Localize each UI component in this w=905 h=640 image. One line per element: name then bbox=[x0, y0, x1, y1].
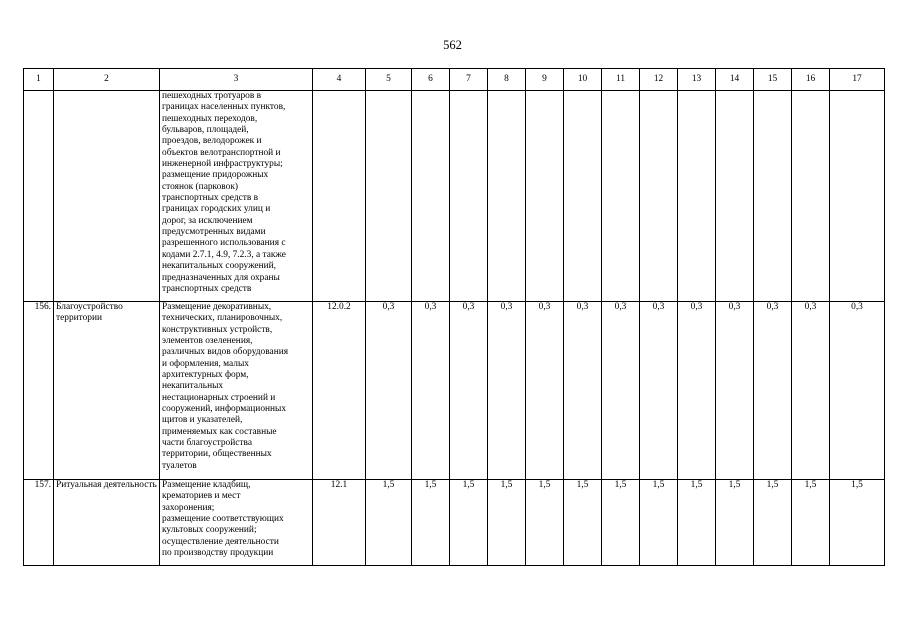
value-cell bbox=[526, 91, 564, 302]
value-cell: 1,5 bbox=[640, 480, 678, 566]
value-cell: 0,3 bbox=[754, 302, 792, 480]
column-header: 7 bbox=[450, 69, 488, 91]
value-cell: 1,5 bbox=[754, 480, 792, 566]
column-header: 10 bbox=[564, 69, 602, 91]
value-cell: 1,5 bbox=[564, 480, 602, 566]
table-row bbox=[24, 302, 885, 480]
value-cell: 0,3 bbox=[412, 302, 450, 480]
column-header: 12 bbox=[640, 69, 678, 91]
value-cell: 0,3 bbox=[716, 302, 754, 480]
value-cell: 1,5 bbox=[678, 480, 716, 566]
value-cell bbox=[488, 91, 526, 302]
value-cell: 1,5 bbox=[830, 480, 885, 566]
value-cell bbox=[450, 91, 488, 302]
row-description bbox=[160, 91, 313, 302]
description-line: туалетов bbox=[162, 460, 197, 471]
row-description bbox=[160, 302, 313, 480]
description-line: границах городских улиц и bbox=[162, 204, 271, 215]
description-line: щитов и указателей, bbox=[162, 415, 243, 426]
description-line: кодами 2.7.1, 4.9, 7.2.3, а также bbox=[162, 249, 286, 260]
description-line: пешеходных переходов, bbox=[162, 113, 258, 124]
value-cell: 0,3 bbox=[678, 302, 716, 480]
value-cell: 1,5 bbox=[526, 480, 564, 566]
table-row bbox=[24, 480, 885, 566]
description-line: объектов велотранспортной и bbox=[162, 147, 281, 158]
description-line: конструктивных устройств, bbox=[162, 324, 273, 335]
description-line: культовых сооружений; bbox=[162, 525, 257, 536]
description-line: некапитальных bbox=[162, 381, 224, 392]
column-header: 4 bbox=[313, 69, 366, 91]
column-header: 5 bbox=[366, 69, 412, 91]
description-line: захоронения; bbox=[162, 502, 215, 513]
value-cell: 1,5 bbox=[716, 480, 754, 566]
description-line: предназначенных для охраны bbox=[162, 272, 280, 283]
column-header: 6 bbox=[412, 69, 450, 91]
row-description bbox=[160, 480, 313, 566]
description-line: крематориев и мест bbox=[162, 491, 241, 502]
description-line: территории, общественных bbox=[162, 449, 272, 460]
description-line: технических, планировочных, bbox=[162, 313, 283, 324]
row-number: 156. bbox=[24, 302, 54, 480]
description-line: предусмотренных видами bbox=[162, 227, 266, 238]
value-cell bbox=[716, 91, 754, 302]
value-cell bbox=[412, 91, 450, 302]
header-row bbox=[24, 69, 885, 91]
row-number bbox=[24, 91, 54, 302]
value-cell: 0,3 bbox=[602, 302, 640, 480]
column-header: 2 bbox=[54, 69, 160, 91]
description-line: сооружений, информационных bbox=[162, 404, 287, 415]
value-cell: 0,3 bbox=[366, 302, 412, 480]
description-line: части благоустройства bbox=[162, 438, 252, 449]
description-line: Размещение декоративных, bbox=[162, 302, 272, 312]
column-header: 1 bbox=[24, 69, 54, 91]
value-cell bbox=[564, 91, 602, 302]
code-cell: 12.0.2 bbox=[313, 302, 366, 480]
description-line: бульваров, площадей, bbox=[162, 125, 249, 136]
value-cell bbox=[830, 91, 885, 302]
column-header: 13 bbox=[678, 69, 716, 91]
value-cell: 1,5 bbox=[792, 480, 830, 566]
description-line: и оформления, малых bbox=[162, 358, 249, 369]
value-cell bbox=[366, 91, 412, 302]
description-line: стоянок (парковок) bbox=[162, 181, 239, 192]
description-line: Размещение кладбищ, bbox=[162, 480, 251, 490]
description-line: различных видов оборудования bbox=[162, 347, 289, 358]
value-cell: 0,3 bbox=[526, 302, 564, 480]
description-line: нестационарных строений и bbox=[162, 392, 276, 403]
description-line: инженерной инфраструктуры; bbox=[162, 159, 283, 170]
row-name: Ритуальная деятельность bbox=[54, 480, 160, 566]
column-header: 3 bbox=[160, 69, 313, 91]
column-header: 15 bbox=[754, 69, 792, 91]
page-number: 562 bbox=[443, 38, 462, 52]
column-header: 14 bbox=[716, 69, 754, 91]
value-cell: 1,5 bbox=[412, 480, 450, 566]
value-cell bbox=[602, 91, 640, 302]
value-cell: 1,5 bbox=[366, 480, 412, 566]
value-cell bbox=[754, 91, 792, 302]
description-line: границах населенных пунктов, bbox=[162, 102, 286, 113]
column-header: 11 bbox=[602, 69, 640, 91]
row-name bbox=[54, 91, 160, 302]
description-line: проездов, велодорожек и bbox=[162, 136, 262, 147]
value-cell bbox=[678, 91, 716, 302]
value-cell: 0,3 bbox=[640, 302, 678, 480]
column-header: 16 bbox=[792, 69, 830, 91]
description-line: размещение соответствующих bbox=[162, 514, 284, 525]
description-line: дорог, за исключением bbox=[162, 215, 253, 226]
description-line: пешеходных тротуаров в bbox=[162, 91, 262, 101]
value-cell: 0,3 bbox=[830, 302, 885, 480]
description-line: разрешенного использования с bbox=[162, 238, 286, 249]
value-cell: 1,5 bbox=[602, 480, 640, 566]
value-cell: 0,3 bbox=[792, 302, 830, 480]
description-line: элементов озеленения, bbox=[162, 336, 253, 347]
description-line: применяемых как составные bbox=[162, 426, 277, 437]
description-line: некапитальных сооружений, bbox=[162, 261, 276, 272]
value-cell: 1,5 bbox=[450, 480, 488, 566]
description-line: архитектурных форм, bbox=[162, 370, 249, 381]
description-line: транспортных средств в bbox=[162, 193, 259, 204]
column-header: 17 bbox=[830, 69, 885, 91]
value-cell: 0,3 bbox=[564, 302, 602, 480]
column-header: 8 bbox=[488, 69, 526, 91]
description-line: по производству продукции bbox=[162, 548, 274, 559]
value-cell bbox=[313, 91, 366, 302]
row-number: 157. bbox=[24, 480, 54, 566]
code-cell: 12.1 bbox=[313, 480, 366, 566]
value-cell: 1,5 bbox=[488, 480, 526, 566]
value-cell bbox=[640, 91, 678, 302]
value-cell: 0,3 bbox=[450, 302, 488, 480]
column-header: 9 bbox=[526, 69, 564, 91]
zoning-table bbox=[23, 68, 885, 566]
table-row bbox=[24, 91, 885, 302]
description-line: транспортных средств bbox=[162, 283, 252, 294]
row-name: Благоустройство территории bbox=[54, 302, 160, 480]
description-line: осуществление деятельности bbox=[162, 536, 279, 547]
description-line: размещение придорожных bbox=[162, 170, 269, 181]
value-cell bbox=[792, 91, 830, 302]
value-cell: 0,3 bbox=[488, 302, 526, 480]
